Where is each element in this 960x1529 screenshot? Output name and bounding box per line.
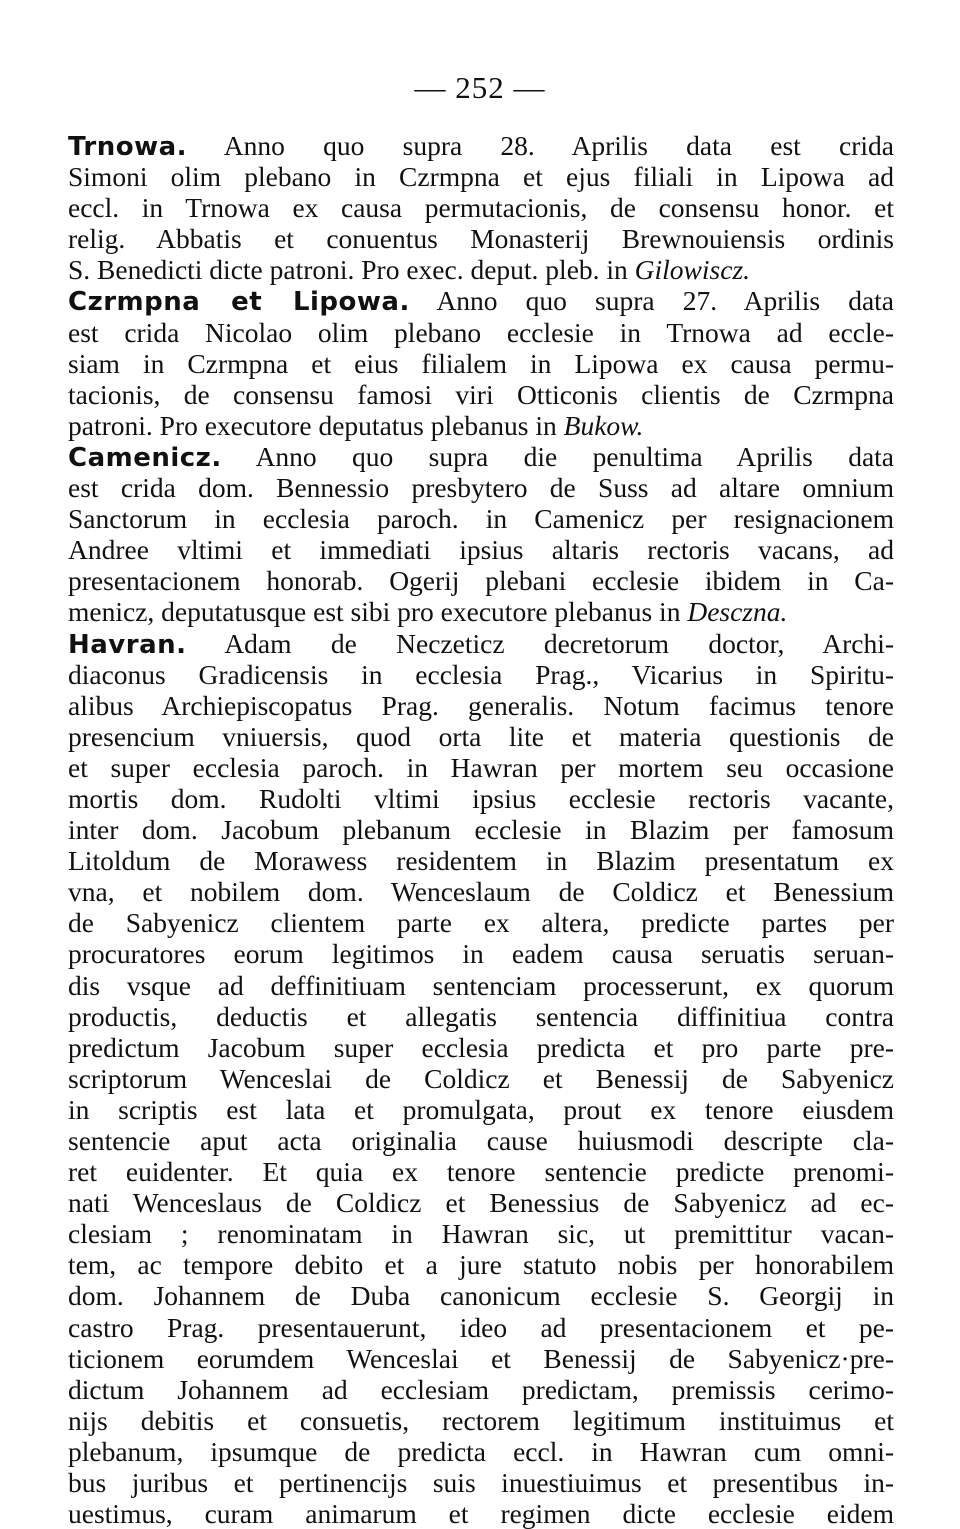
text-line	[68, 534, 894, 565]
text-line	[68, 1125, 894, 1156]
text-line	[68, 317, 894, 348]
text-segment: procuratores eorum legitimos in eadem causa seruatis seruan-	[68, 938, 894, 970]
text-line	[68, 285, 894, 316]
text-segment: ticionem eorumdem Wenceslai et Benessij de Sabyenicz·pre-	[68, 1342, 894, 1374]
text-segment: dictum Johannem ad ecclesiam predictam, premissis cerimo-	[68, 1373, 894, 1405]
text-line	[68, 1436, 894, 1467]
body-text	[68, 130, 894, 1529]
text-segment: nati Wenceslaus de Coldicz et Benessius de Sabyenicz ad ec-	[68, 1187, 894, 1219]
text-segment: S. Benedicti dicte patroni. Pro exec. deput. pleb. in	[68, 254, 635, 286]
text-segment: patroni. Pro executore deputatus plebanus in	[68, 409, 564, 441]
place-heading: Camenicz.	[68, 442, 222, 473]
text-line	[68, 783, 894, 814]
page-number: — 252 —	[414, 70, 546, 105]
text-line	[68, 1063, 894, 1094]
text-line	[68, 503, 894, 534]
text-line	[68, 223, 894, 254]
place-heading: Trnowa.	[68, 132, 188, 162]
text-line	[68, 1312, 894, 1343]
text-line	[68, 659, 894, 690]
text-segment: nijs debitis et consuetis, rectorem legitimum instituimus et	[68, 1404, 894, 1436]
text-line	[68, 254, 894, 285]
place-name-italic: Gilowiscz.	[634, 254, 751, 286]
text-segment: plebanum, ipsumque de predicta eccl. in Hawran cum omni-	[68, 1435, 894, 1467]
text-segment: alibus Archiepiscopatus Prag. generalis. Notum facimus tenore	[68, 689, 894, 721]
text-segment: dis vsque ad deffinitiuam sentenciam processerunt, ex quorum	[68, 969, 894, 1001]
text-line	[68, 752, 894, 783]
text-segment: mortis dom. Rudolti vltimi ipsius ecclesie rectoris vacante,	[68, 782, 894, 814]
text-segment: est crida dom. Bennessio presbytero de Suss ad altare omnium	[68, 472, 894, 504]
text-segment: dom. Johannem de Duba canonicum ecclesie S. Georgij in	[68, 1280, 894, 1312]
text-segment: presencium vniuersis, quod orta lite et materia questionis de	[68, 720, 894, 752]
text-segment: vna, et nobilem dom. Wenceslaum de Coldicz et Benessium	[68, 876, 894, 908]
text-line	[68, 161, 894, 192]
text-line	[68, 1032, 894, 1063]
text-line	[68, 441, 894, 472]
text-line	[68, 1280, 894, 1311]
text-segment: scriptorum Wenceslai de Coldicz et Benessij de Sabyenicz	[68, 1062, 894, 1094]
text-line	[68, 472, 894, 503]
text-segment: est crida Nicolao olim plebano ecclesie in Trnowa ad eccle-	[68, 316, 894, 348]
place-heading: Czrmpna et Lipowa.	[68, 287, 410, 318]
text-segment: in scriptis est lata et promulgata, prout ex tenore eiusdem	[68, 1093, 894, 1125]
text-line	[68, 1498, 894, 1529]
text-line	[68, 1405, 894, 1436]
text-segment: sentencie aput acta originalia cause huiusmodi descripte cla-	[68, 1125, 894, 1156]
text-line	[68, 130, 894, 161]
text-segment: tem, ac tempore debito et a jure statuto nobis per honorabilem	[68, 1249, 894, 1281]
text-line	[68, 1001, 894, 1032]
text-segment: bus juribus et pertinencijs suis inuestiuimus et presentibus in-	[68, 1467, 894, 1499]
text-segment: Litoldum de Morawess residentem in Blazim presentatum ex	[68, 845, 894, 877]
text-segment: siam in Czrmpna et eius filialem in Lipowa ex causa permu-	[68, 347, 894, 379]
text-line	[68, 1343, 894, 1374]
text-segment: Andree vltimi et immediati ipsius altaris rectoris vacans, ad	[68, 534, 894, 566]
place-name-italic: Desczna.	[687, 596, 788, 628]
text-line	[68, 1218, 894, 1249]
text-line	[68, 1094, 894, 1125]
text-line	[68, 565, 894, 596]
text-line	[68, 1374, 894, 1405]
text-segment: predictum Jacobum super ecclesia predicta et pro parte pre-	[68, 1031, 894, 1063]
text-line	[68, 410, 894, 441]
text-line	[68, 938, 894, 969]
text-line	[68, 721, 894, 752]
text-line	[68, 876, 894, 907]
text-line	[68, 1249, 894, 1280]
text-line	[68, 348, 894, 379]
text-segment: eccl. in Trnowa ex causa permutacionis, de consensu honor. et	[68, 192, 894, 224]
text-segment: diaconus Gradicensis in ecclesia Prag., Vicarius in Spiritu-	[68, 658, 894, 690]
text-line	[68, 192, 894, 223]
text-line	[68, 814, 894, 845]
text-segment: tacionis, de consensu famosi viri Otticonis clientis de Czrmpna	[68, 378, 894, 410]
text-line	[68, 1156, 894, 1187]
text-segment: inter dom. Jacobum plebanum ecclesie in Blazim per famosum	[68, 814, 894, 846]
text-segment: Sanctorum in ecclesia paroch. in Camenicz per resignacionem	[68, 503, 894, 535]
text-line	[68, 690, 894, 721]
text-segment: presentacionem honorab. Ogerij plebani ecclesie ibidem in Ca-	[68, 565, 894, 597]
text-line	[68, 596, 894, 627]
text-line	[68, 907, 894, 938]
text-segment: menicz, deputatusque est sibi pro executore plebanus in	[68, 596, 688, 628]
text-segment: ret euidenter. Et quia ex tenore sentencie predicte prenomi-	[68, 1156, 894, 1188]
text-line	[68, 970, 894, 1001]
text-line	[68, 1187, 894, 1218]
text-segment: Adam de Neczeticz decretorum doctor, Archi-	[186, 627, 894, 659]
text-segment: clesiam ; renominatam in Hawran sic, ut premittitur vacan-	[68, 1218, 894, 1250]
text-segment: de Sabyenicz clientem parte ex altera, predicte partes per	[68, 907, 894, 939]
text-segment: Anno quo supra 28. Aprilis data est crida	[187, 130, 894, 161]
text-segment: relig. Abbatis et conuentus Monasterij Brewnouiensis ordinis	[68, 223, 894, 255]
text-segment: Simoni olim plebano in Czrmpna et ejus filiali in Lipowa ad	[68, 161, 894, 193]
text-segment: Anno quo supra 27. Aprilis data	[409, 285, 894, 317]
text-line	[68, 845, 894, 876]
text-line	[68, 379, 894, 410]
text-segment: Anno quo supra die penultima Aprilis data	[221, 440, 894, 472]
place-heading: Havran.	[68, 629, 187, 660]
text-segment: et super ecclesia paroch. in Hawran per mortem seu occasione	[68, 751, 894, 783]
text-segment: castro Prag. presentauerunt, ideo ad presentacionem et pe-	[68, 1311, 894, 1343]
text-segment: productis, deductis et allegatis sentencia diffinitiua contra	[68, 1000, 894, 1032]
place-name-italic: Bukow.	[563, 409, 644, 441]
text-segment: uestimus, curam animarum et regimen dicte ecclesie eidem	[68, 1498, 894, 1529]
text-line	[68, 628, 894, 659]
